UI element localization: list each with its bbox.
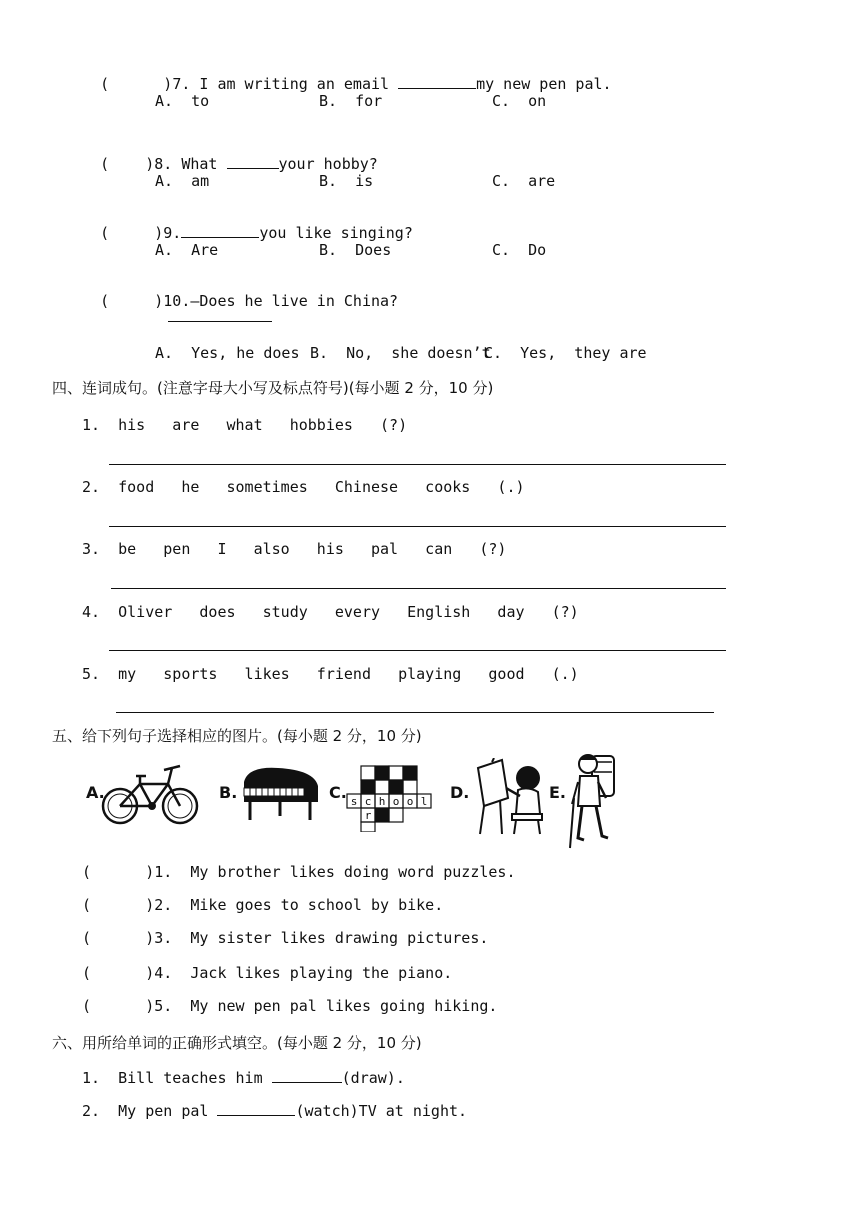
bicycle-icon — [100, 756, 202, 828]
section-6-title: 六、用所给单词的正确形式填空。(每小题 2 分，10 分) — [52, 1034, 422, 1052]
option-a[interactable]: A. Are — [155, 241, 219, 259]
picture-label-c: C. — [329, 783, 347, 802]
question-8: ( )8. What your hobby? — [100, 155, 378, 173]
fill-blank[interactable] — [181, 223, 259, 238]
question-number: 7. — [172, 75, 191, 93]
puzzle-letter: o — [406, 795, 414, 808]
option-c[interactable]: C. on — [492, 92, 547, 110]
drawing-girl-icon — [470, 758, 550, 836]
fill-in-item: 1. Bill teaches him (draw). — [82, 1069, 405, 1087]
hiker-icon — [566, 748, 620, 852]
answer-paren[interactable]: ( ) — [100, 224, 164, 242]
picture-label-b: B. — [219, 783, 238, 802]
matching-item: ( )3. My sister likes drawing pictures. — [82, 929, 489, 947]
option-a[interactable]: A. to — [155, 92, 210, 110]
question-number: 8. — [154, 155, 173, 173]
option-b[interactable]: B. is — [319, 172, 374, 190]
puzzle-letter: l — [420, 795, 428, 808]
option-b[interactable]: B. Does — [319, 241, 392, 259]
puzzle-letter: s — [350, 795, 358, 808]
answer-paren[interactable]: ( ) — [82, 964, 155, 982]
answer-paren[interactable]: ( ) — [100, 75, 173, 93]
puzzle-letter: o — [392, 795, 400, 808]
fill-blank[interactable] — [217, 1101, 295, 1116]
puzzle-letter: r — [364, 809, 372, 822]
answer-paren[interactable]: ( ) — [82, 929, 155, 947]
picture-label-a: A. — [86, 783, 105, 802]
section-4-title: 四、连词成句。(注意字母大小写及标点符号)(每小题 2 分，10 分) — [52, 379, 494, 397]
word-order-item: 5. my sports likes friend playing good (.) — [82, 665, 579, 683]
answer-line[interactable] — [109, 526, 726, 527]
answer-line[interactable] — [109, 650, 726, 651]
fill-blank[interactable] — [398, 74, 476, 89]
matching-item: ( )5. My new pen pal likes going hiking. — [82, 997, 498, 1015]
matching-item: ( )4. Jack likes playing the piano. — [82, 964, 453, 982]
fill-blank[interactable] — [227, 154, 279, 169]
answer-paren[interactable]: ( ) — [82, 863, 155, 881]
word-order-item: 4. Oliver does study every English day (?) — [82, 603, 579, 621]
answer-paren[interactable]: ( ) — [100, 292, 164, 310]
option-a[interactable]: A. Yes, he does — [155, 344, 300, 362]
picture-label-e: E. — [549, 783, 567, 802]
option-c[interactable]: C. are — [492, 172, 556, 190]
puzzle-letter: c — [364, 795, 372, 808]
option-c[interactable]: C. Yes, they are — [484, 344, 647, 362]
section-5-title: 五、给下列句子选择相应的图片。(每小题 2 分，10 分) — [52, 727, 422, 745]
option-b[interactable]: B. for — [319, 92, 383, 110]
matching-item: ( )2. Mike goes to school by bike. — [82, 896, 444, 914]
fill-in-item: 2. My pen pal (watch)TV at night. — [82, 1102, 468, 1120]
question-9: ( )9. you like singing? — [100, 224, 413, 242]
answer-line[interactable] — [168, 321, 272, 322]
piano-icon — [238, 762, 324, 824]
answer-line[interactable] — [109, 464, 726, 465]
question-number: 10. — [163, 292, 191, 310]
answer-paren[interactable]: ( ) — [82, 896, 155, 914]
word-order-item: 2. food he sometimes Chinese cooks (.) — [82, 478, 525, 496]
question-number: 9. — [163, 224, 182, 242]
answer-line[interactable] — [116, 712, 714, 713]
fill-blank[interactable] — [272, 1068, 342, 1083]
option-a[interactable]: A. am — [155, 172, 210, 190]
answer-line[interactable] — [111, 588, 726, 589]
word-order-item: 3. be pen I also his pal can (?) — [82, 540, 507, 558]
picture-label-d: D. — [450, 783, 470, 802]
word-order-item: 1. his are what hobbies (?) — [82, 416, 408, 434]
question-10: ( )10.—Does he live in China? — [100, 292, 399, 310]
matching-item: ( )1. My brother likes doing word puzzles. — [82, 863, 516, 881]
question-7: ( )7. I am writing an email my new pen pal. — [100, 75, 612, 93]
option-c[interactable]: C. Do — [492, 241, 547, 259]
crossword-icon — [343, 760, 439, 832]
answer-paren[interactable]: ( ) — [100, 155, 155, 173]
answer-paren[interactable]: ( ) — [82, 997, 155, 1015]
option-b[interactable]: B. No, she doesn’t — [310, 344, 491, 362]
puzzle-letter: h — [378, 795, 386, 808]
